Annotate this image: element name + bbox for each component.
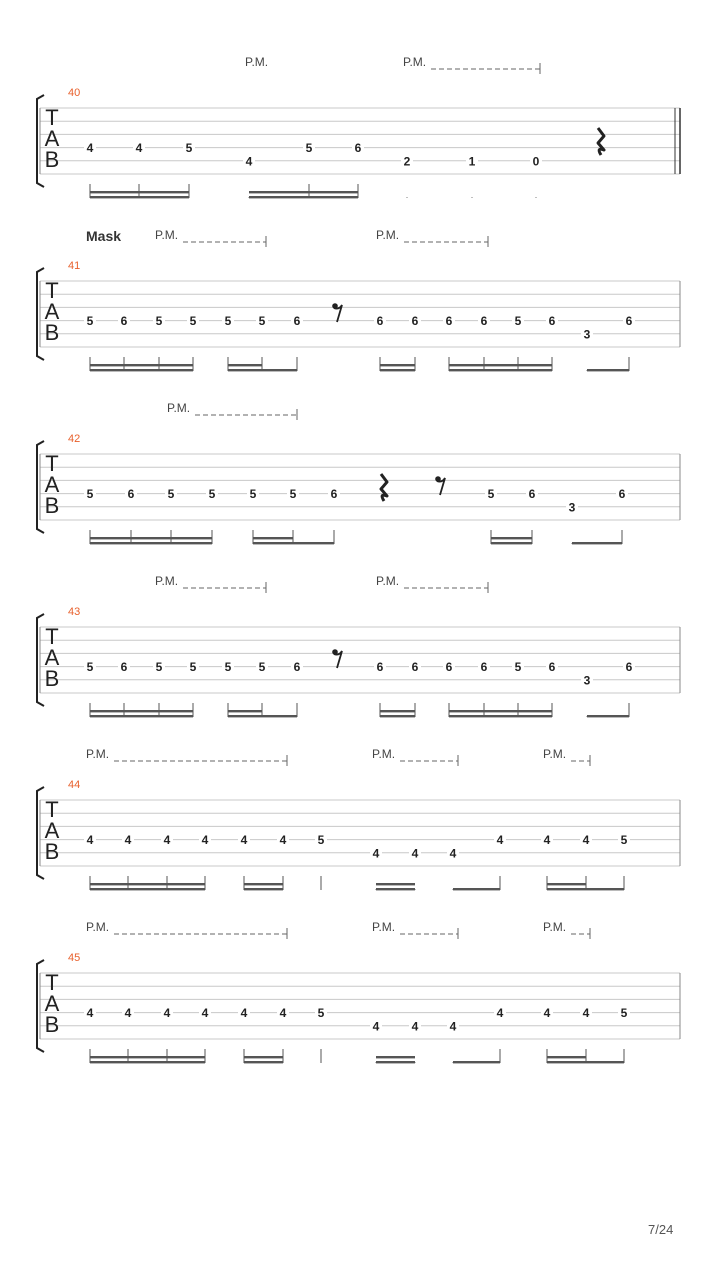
eighth-rest-stem — [334, 651, 342, 668]
beam-secondary — [376, 883, 415, 885]
fret-number: 6 — [411, 314, 419, 329]
fret-number: 0 — [532, 154, 540, 169]
fret-number: 4 — [582, 1006, 590, 1021]
fret-number: 4 — [163, 833, 171, 848]
fret-number: 6 — [127, 487, 135, 502]
fret-number: 5 — [155, 660, 163, 675]
fret-number: 1 — [468, 154, 476, 169]
fret-number: 4 — [163, 1006, 171, 1021]
fret-number: 4 — [124, 833, 132, 848]
tab-clef-t: T — [45, 278, 59, 303]
page-number: 7/24 — [648, 1222, 674, 1237]
fret-number: 6 — [376, 660, 384, 675]
tab-system-44 — [37, 747, 680, 890]
tab-clef-b: B — [44, 1012, 60, 1037]
tab-clef-b: B — [44, 493, 60, 518]
beam-secondary — [90, 710, 193, 712]
fret-number: 4 — [449, 846, 457, 861]
beam-primary — [90, 715, 193, 717]
measure-number: 42 — [68, 433, 81, 445]
beam-secondary — [380, 364, 415, 366]
fret-number: 5 — [258, 660, 266, 675]
tab-system-43 — [37, 574, 680, 717]
palm-mute-label: P.M. — [155, 574, 179, 588]
beam-primary — [547, 1061, 624, 1063]
beam-primary — [90, 196, 189, 198]
tab-clef-t: T — [45, 624, 59, 649]
measure-number: 40 — [68, 87, 81, 99]
tab-clef-b: B — [44, 320, 60, 345]
beam-secondary — [90, 364, 193, 366]
fret-number: 6 — [548, 314, 556, 329]
beam-secondary — [90, 883, 205, 885]
tab-clef-t: T — [45, 105, 59, 130]
fret-number: 5 — [185, 141, 193, 156]
beam-secondary — [228, 364, 262, 366]
fret-number: 4 — [411, 1019, 419, 1034]
measure-number: 43 — [68, 606, 81, 618]
tab-clef-t: T — [45, 451, 59, 476]
fret-number: 4 — [372, 1019, 380, 1034]
tab-system-40 — [37, 55, 680, 198]
fret-number: 5 — [258, 314, 266, 329]
tab-system-45 — [37, 920, 680, 1063]
beam-secondary — [449, 364, 552, 366]
fret-number: 5 — [155, 314, 163, 329]
fret-number: 4 — [496, 833, 504, 848]
fret-number: 5 — [208, 487, 216, 502]
fret-number: 6 — [445, 660, 453, 675]
beam-primary — [572, 542, 622, 544]
fret-number: 5 — [487, 487, 495, 502]
palm-mute-label: P.M. — [86, 747, 110, 761]
beam-primary — [228, 715, 297, 717]
fret-number: 5 — [289, 487, 297, 502]
fret-number: 6 — [625, 660, 633, 675]
tab-system-41 — [37, 228, 680, 371]
fret-number: 4 — [240, 833, 248, 848]
beam-primary — [449, 715, 552, 717]
beam-secondary — [253, 537, 293, 539]
palm-mute-label: P.M. — [403, 55, 427, 69]
tab-system-42 — [37, 401, 680, 544]
fret-number: 6 — [293, 314, 301, 329]
beam-primary — [90, 1061, 205, 1063]
beam-secondary — [380, 710, 415, 712]
fret-number: 4 — [582, 833, 590, 848]
tab-clef-t: T — [45, 970, 59, 995]
fret-number: 5 — [86, 487, 94, 502]
beam-primary — [380, 369, 415, 371]
fret-number: 5 — [249, 487, 257, 502]
fret-number: 4 — [201, 1006, 209, 1021]
fret-number: 5 — [224, 314, 232, 329]
fret-number: 4 — [124, 1006, 132, 1021]
beam-primary — [449, 369, 552, 371]
beam-secondary — [547, 1056, 586, 1058]
fret-number: 4 — [86, 833, 94, 848]
beam-primary — [90, 369, 193, 371]
beam-primary — [376, 888, 415, 890]
beam-primary — [228, 369, 297, 371]
beam-primary — [380, 715, 415, 717]
palm-mute-label: P.M. — [167, 401, 191, 415]
fret-number: 4 — [496, 1006, 504, 1021]
section-label: Mask — [86, 228, 122, 244]
fret-number: 5 — [86, 314, 94, 329]
palm-mute-label: P.M. — [543, 920, 567, 934]
fret-number: 5 — [514, 314, 522, 329]
measure-number: 41 — [68, 260, 81, 272]
palm-mute-label: P.M. — [376, 574, 400, 588]
palm-mute-label: P.M. — [155, 228, 179, 242]
fret-number: 5 — [514, 660, 522, 675]
fret-number: 2 — [403, 154, 411, 169]
fret-number: 6 — [528, 487, 536, 502]
fret-number: 4 — [279, 833, 287, 848]
fret-number: 5 — [189, 314, 197, 329]
beam-primary — [244, 888, 283, 890]
fret-number: 5 — [224, 660, 232, 675]
eighth-rest-stem — [334, 305, 342, 322]
measure-number: 45 — [68, 952, 81, 964]
beam-primary — [244, 1061, 283, 1063]
beam-secondary — [228, 710, 262, 712]
quarter-rest — [598, 128, 604, 155]
palm-mute-label: P.M. — [372, 747, 396, 761]
quarter-rest — [381, 474, 387, 501]
fret-number: 5 — [620, 833, 628, 848]
fret-number: 4 — [411, 846, 419, 861]
tab-clef-t: T — [45, 797, 59, 822]
fret-number: 6 — [548, 660, 556, 675]
fret-number: 4 — [201, 833, 209, 848]
fret-number: 6 — [293, 660, 301, 675]
fret-number: 4 — [279, 1006, 287, 1021]
fret-number: 5 — [317, 833, 325, 848]
beam-secondary — [491, 537, 532, 539]
beam-primary — [90, 888, 205, 890]
fret-number: 4 — [543, 833, 551, 848]
fret-number: 3 — [583, 327, 591, 342]
beam-secondary — [547, 883, 586, 885]
fret-number: 4 — [240, 1006, 248, 1021]
measure-number: 44 — [68, 779, 81, 791]
beam-secondary — [90, 191, 189, 193]
fret-number: 5 — [620, 1006, 628, 1021]
beam-secondary — [249, 191, 358, 193]
beam-primary — [587, 715, 629, 717]
tab-clef-a: A — [44, 472, 60, 497]
beam-secondary — [449, 710, 552, 712]
tab-clef-a: A — [44, 991, 60, 1016]
tab-clef-b: B — [44, 839, 60, 864]
fret-number: 3 — [583, 673, 591, 688]
beam-primary — [249, 196, 358, 198]
palm-mute-label: P.M. — [543, 747, 567, 761]
fret-number: 6 — [330, 487, 338, 502]
tab-clef-b: B — [44, 666, 60, 691]
fret-number: 6 — [445, 314, 453, 329]
fret-number: 4 — [135, 141, 143, 156]
eighth-rest-stem — [437, 478, 445, 495]
fret-number: 6 — [120, 314, 128, 329]
fret-number: 6 — [618, 487, 626, 502]
fret-number: 4 — [543, 1006, 551, 1021]
fret-number: 6 — [120, 660, 128, 675]
tab-clef-a: A — [44, 818, 60, 843]
beam-secondary — [244, 1056, 283, 1058]
fret-number: 4 — [86, 1006, 94, 1021]
fret-number: 3 — [568, 500, 576, 515]
beam-secondary — [244, 883, 283, 885]
fret-number: 6 — [354, 141, 362, 156]
palm-mute-label: P.M. — [372, 920, 396, 934]
beam-primary — [453, 888, 500, 890]
tab-clef-a: A — [44, 299, 60, 324]
fret-number: 6 — [376, 314, 384, 329]
tab-clef-a: A — [44, 645, 60, 670]
beam-primary — [376, 1061, 415, 1063]
fret-number: 5 — [86, 660, 94, 675]
fret-number: 5 — [189, 660, 197, 675]
fret-number: 6 — [625, 314, 633, 329]
palm-mute-label: P.M. — [376, 228, 400, 242]
beam-primary — [453, 1061, 500, 1063]
beam-primary — [491, 542, 532, 544]
fret-number: 4 — [245, 154, 253, 169]
beam-primary — [253, 542, 334, 544]
palm-mute-label: P.M. — [245, 55, 269, 69]
fret-number: 6 — [480, 660, 488, 675]
beam-secondary — [90, 537, 212, 539]
fret-number: 5 — [317, 1006, 325, 1021]
beam-secondary — [376, 1056, 415, 1058]
fret-number: 6 — [480, 314, 488, 329]
beam-primary — [90, 542, 212, 544]
beam-primary — [547, 888, 624, 890]
fret-number: 4 — [449, 1019, 457, 1034]
fret-number: 5 — [167, 487, 175, 502]
tab-clef-a: A — [44, 126, 60, 151]
tab-clef-b: B — [44, 147, 60, 172]
fret-number: 5 — [305, 141, 313, 156]
fret-number: 4 — [372, 846, 380, 861]
beam-primary — [587, 369, 629, 371]
palm-mute-label: P.M. — [86, 920, 110, 934]
fret-number: 4 — [86, 141, 94, 156]
beam-secondary — [90, 1056, 205, 1058]
fret-number: 6 — [411, 660, 419, 675]
